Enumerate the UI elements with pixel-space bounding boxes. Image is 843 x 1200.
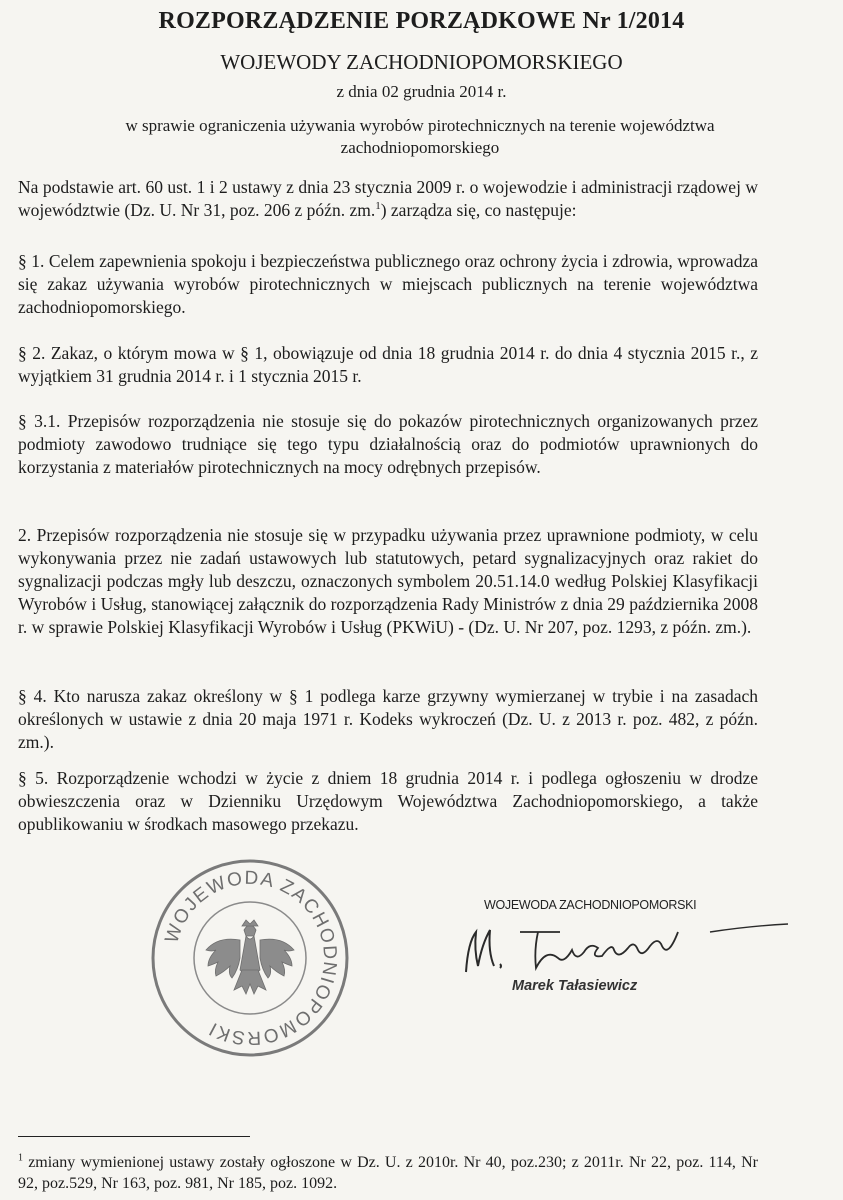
official-seal	[150, 858, 350, 1058]
paragraph-3-2: 2. Przepisów rozporządzenia nie stosuje się w przypadku używania przez uprawnione podmioty, w celu wykonywania przez nie zadań ustawowych lub statutowych, petard sygnalizacyjnych oraz rakiet do sygnalizacji podczas mgły lub deszczu, oznaczonych symbolem 20.51.14.0 według Polskiej Klasyfikacji Wyrobów i Usług, stanowiącej załącznik do rozporządzenia Rady Ministrów z dnia 29 października 2008 r. w sprawie Polskiej Klasyfikacji Wyrobów i Usług (PKWiU) - (Dz. U. Nr 207, poz. 1293, z późn. zm.).	[18, 525, 758, 637]
footnote-marker: 1	[18, 1152, 23, 1164]
footnote-divider	[18, 1136, 250, 1137]
document-issuer: WOJEWODY ZACHODNIOPOMORSKIEGO	[220, 50, 623, 74]
paragraph-3-1: § 3.1. Przepisów rozporządzenia nie stosuje się do pokazów pirotechnicznych organizowanych przez podmioty zawodowo trudniące się tego typu działalnością oraz do podmiotów uprawnionych do korzystania z materiałów pirotechnicznych na mocy odrębnych przepisów.	[18, 411, 758, 477]
seal-text: WOJEWODA ZACHODNIOPOMORSKI	[161, 867, 341, 1049]
paragraph-1: § 1. Celem zapewnienia spokoju i bezpieczeństwa publicznego oraz ochrony życia i zdrowia, wprowadza się zakaz używania wyrobów pirotechnicznych w miejscach publicznych na terenie województwa zachodniopomorskiego.	[18, 251, 758, 317]
handwritten-signature	[460, 912, 790, 982]
document-title: ROZPORZĄDZENIE PORZĄDKOWE Nr 1/2014	[158, 8, 685, 34]
preamble-text: Na podstawie art. 60 ust. 1 i 2 ustawy z dnia 23 stycznia 2009 r. o wojewodzie i administracji rządowej w województwie (Dz. U. Nr 31, poz. 206 z późn. zm.	[18, 177, 758, 220]
paragraph-4: § 4. Kto narusza zakaz określony w § 1 podlega karze grzywny wymierzanej w trybie i na zasadach określonych w ustawie z dnia 20 maja 1971 r. Kodeks wykroczeń (Dz. U. z 2013 r. poz. 482, z późn. zm.).	[18, 686, 758, 752]
paragraph-5: § 5. Rozporządzenie wchodzi w życie z dniem 18 grudnia 2014 r. i podlega ogłoszeniu w drodze obwieszczenia oraz w Dzienniku Urzędowym Województwa Zachodniopomorskiego, a także opublikowaniu w środkach masowego przekazu.	[18, 768, 758, 834]
paragraph-2: § 2. Zakaz, o którym mowa w § 1, obowiązuje od dnia 18 grudnia 2014 r. do dnia 4 stycznia 2015 r., z wyjątkiem 31 grudnia 2014 r. i 1 stycznia 2015 r.	[18, 343, 758, 386]
footnote	[18, 1152, 758, 1194]
signatory-name: Marek Tałasiewicz	[512, 978, 638, 994]
footnote-text: zmiany wymienionej ustawy zostały ogłoszone w Dz. U. z 2010r. Nr 40, poz.230; z 2011r. Nr 22, poz. 114, Nr 92, poz.529, Nr 163, poz. 981, Nr 185, poz. 1092.	[18, 1154, 758, 1192]
preamble-paragraph	[18, 176, 758, 222]
footnote-reference: 1	[375, 200, 381, 213]
preamble-text-end: ) zarządza się, co następuje:	[380, 200, 577, 220]
document-subject: w sprawie ograniczenia używania wyrobów pirotechnicznych na terenie województwa zachodniopomorskiego	[125, 116, 715, 157]
eagle-emblem-icon	[206, 920, 294, 994]
document-date: z dnia 02 grudnia 2014 r.	[336, 82, 507, 101]
signature-role: WOJEWODA ZACHODNIOPOMORSKI	[484, 898, 697, 912]
